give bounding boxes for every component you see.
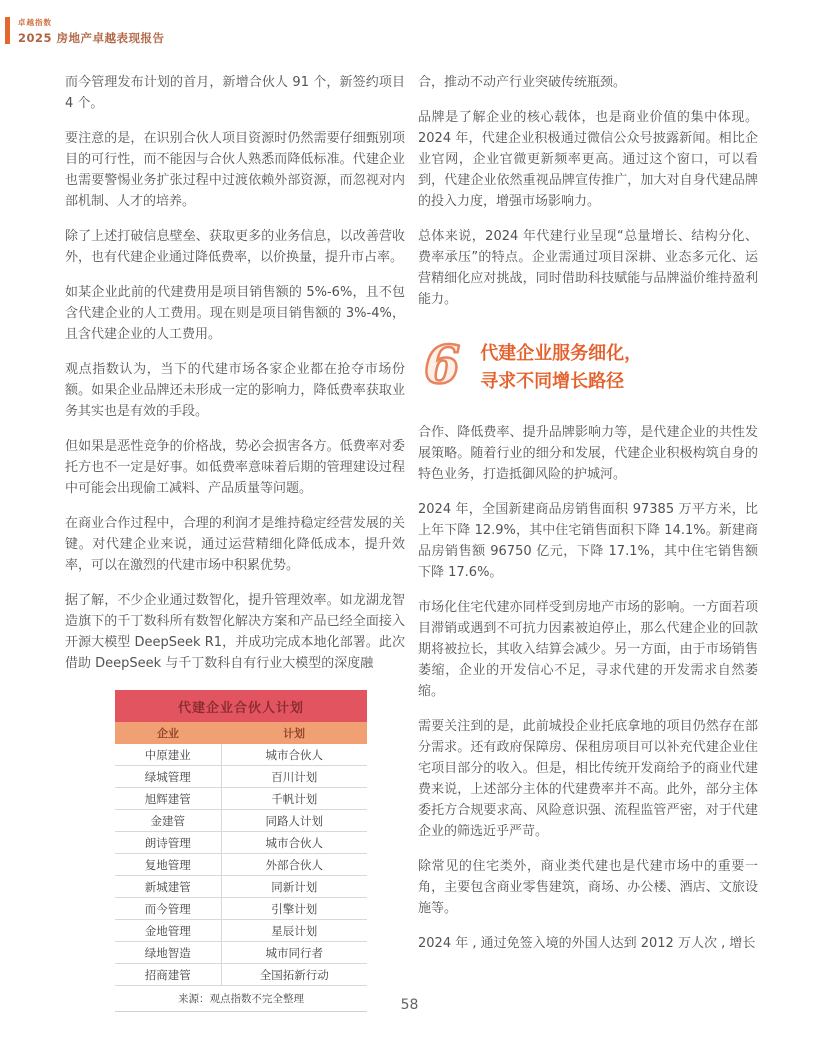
table-cell: 星辰计划	[221, 920, 367, 942]
table-row	[115, 810, 367, 832]
table-cell: 复地管理	[115, 854, 221, 876]
brand-bar-icon	[5, 17, 10, 44]
paragraph: 要注意的是，在识别合伙人项目资源时仍然需要仔细甄别项目的可行性，而不能因与合伙人熟悉而降低标准。代建企业也需要警惕业务扩张过程中过渡依赖外部资源，而忽视对内部机制、人才的培养。	[65, 131, 405, 209]
brand-tagline: 卓越指数	[18, 18, 52, 27]
paragraph: 但如果是恶性竞争的价格战，势必会损害各方。低费率对委托方也不一定是好事。如低费率意味着后期的管理建设过程中可能会出现偷工减料、产品质量等问题。	[65, 439, 405, 496]
table-row	[115, 876, 367, 898]
paragraph: 总体来说，2024 年代建行业呈现“总量增长、结构分化、费率承压”的特点。企业需通过项目深耕、业态多元化、运营精细化应对挑战，同时借助科技赋能与品牌溢价维持盈利能力。	[418, 229, 758, 307]
table-cell: 同新计划	[221, 876, 367, 898]
paragraph: 合作、降低费率、提升品牌影响力等，是代建企业的共性发展策略。随着行业的细分和发展，代建企业积极构筑自身的特色业务，打造抵御风险的护城河。	[418, 425, 758, 482]
page-number: 58	[400, 997, 419, 1013]
partner-plan-table	[115, 690, 367, 1012]
paragraph: 2024 年 , 通过免签入境的外国人达到 2012 万人次 , 增长	[418, 936, 756, 951]
right-paragraphs-before	[418, 72, 758, 310]
table-row	[115, 854, 367, 876]
right-column	[418, 72, 758, 1012]
section-number: 6	[424, 335, 461, 396]
table-cell: 城市合伙人	[221, 744, 367, 766]
paragraph: 2024 年，全国新建商品房销售面积 97385 万平方米，比上年下降 12.9%，其中住宅销售面积下降 14.1%。新建商品房销售额 96750 亿元，下降 17.1%，其中住宅销售额下降 17.6%。	[418, 502, 758, 580]
table-cell: 引擎计划	[221, 898, 367, 920]
paragraph: 除了上述打破信息壁垒、获取更多的业务信息，以改善营收外，也有代建企业通过降低费率，以价换量，提升市占率。	[65, 229, 405, 265]
report-header	[5, 17, 165, 46]
table-title: 代建企业合伙人计划	[115, 690, 367, 722]
table-body	[115, 744, 367, 986]
paragraph: 合，推动不动产行业突破传统瓶颈。	[418, 75, 627, 90]
table-row	[115, 766, 367, 788]
table-cell: 城市合伙人	[221, 832, 367, 854]
table-cell: 旭辉建管	[115, 788, 221, 810]
table-row	[115, 832, 367, 854]
paragraph: 而今管理发布计划的首月，新增合伙人 91 个，新签约项目 4 个。	[65, 75, 405, 111]
table	[115, 722, 367, 1012]
paragraph: 在商业合作过程中，合理的利润才是维持稳定经营发展的关键。对代建企业来说，通过运营精细化降低成本，提升效率，可以在激烈的代建市场中积累优势。	[65, 516, 405, 573]
table-row	[115, 964, 367, 986]
table-cell: 城市同行者	[221, 942, 367, 964]
table-cell: 金地管理	[115, 920, 221, 942]
table-cell: 全国拓新行动	[221, 964, 367, 986]
table-cell: 同路人计划	[221, 810, 367, 832]
paragraph: 据了解，不少企业通过数智化，提升管理效率。如龙湖龙智造旗下的千丁数科所有数智化解决方案和产品已经全面接入开源大模型 DeepSeek R1，并成功完成本地化部署。此次借助 DeepSeek 与千丁数科自有行业大模型的深度融	[65, 593, 405, 671]
paragraph: 除常见的住宅类外，商业类代建也是代建市场中的重要一角，主要包含商业零售建筑，商场、办公楼、酒店、文旅设施等。	[418, 859, 758, 916]
column-header-company: 企业	[115, 722, 221, 744]
table-row	[115, 942, 367, 964]
table-cell: 绿城管理	[115, 766, 221, 788]
table-cell: 招商建管	[115, 964, 221, 986]
table-cell: 中原建业	[115, 744, 221, 766]
table-row	[115, 744, 367, 766]
left-column	[65, 72, 405, 1012]
section-title-line2: 寻求不同增长路径	[480, 371, 625, 392]
paragraph: 市场化住宅代建亦同样受到房地产市场的影响。一方面若项目滞销或遇到不可抗力因素被迫停止，那么代建企业的回款期将被拉长，其收入结算会减少。另一方面，由于市场销售萎缩，企业的开发信心不足，寻求代建的开发需求自然萎缩。	[418, 600, 758, 699]
column-header-plan: 计划	[221, 722, 367, 744]
report-title: 2025 房地产卓越表现报告	[18, 31, 165, 45]
table-row	[115, 898, 367, 920]
page-content	[65, 72, 758, 1012]
table-cell: 外部合伙人	[221, 854, 367, 876]
section-title-line1: 代建企业服务细化，	[480, 343, 643, 364]
table-cell: 绿地智造	[115, 942, 221, 964]
table-header-row	[115, 722, 367, 744]
section-title	[480, 338, 642, 396]
paragraph: 如某企业此前的代建费用是项目销售额的 5%-6%，且不包含代建企业的人工费用。现在则是项目销售额的 3%-4%，且含代建企业的人工费用。	[65, 285, 405, 342]
table-cell: 朗诗管理	[115, 832, 221, 854]
paragraph: 观点指数认为，当下的代建市场各家企业都在抢夺市场份额。如果企业品牌还未形成一定的影响力，降低费率获取业务其实也是有效的手段。	[65, 362, 405, 419]
table-cell: 而今管理	[115, 898, 221, 920]
section-heading	[424, 335, 758, 396]
left-paragraphs	[65, 72, 405, 674]
table-head	[115, 722, 367, 744]
table-cell: 百川计划	[221, 766, 367, 788]
table-cell: 千帆计划	[221, 788, 367, 810]
table-source: 来源：观点指数不完全整理	[115, 986, 367, 1012]
table-cell: 金建管	[115, 810, 221, 832]
table-cell: 新城建管	[115, 876, 221, 898]
brand-text	[18, 17, 165, 46]
paragraph: 需要关注到的是，此前城投企业托底拿地的项目仍然存在部分需求。还有政府保障房、保租房项目可以补充代建企业住宅项目部分的收入。但是，相比传统开发商给予的商业代建费来说，上述部分主体的代建费率并不高。此外，部分主体委托方合规要求高、风险意识强、流程监管严密，对于代建企业的筛选近乎严苛。	[418, 719, 758, 839]
table-row	[115, 788, 367, 810]
paragraph: 品牌是了解企业的核心载体，也是商业价值的集中体现。2024 年，代建企业积极通过微信公众号披露新闻。相比企业官网，企业官微更新频率更高。通过这个窗口，可以看到，代建企业依然重视品牌宣传推广，加大对自身代建品牌的投入力度，增强市场影响力。	[418, 110, 758, 209]
right-paragraphs-after	[418, 422, 758, 954]
table-row	[115, 920, 367, 942]
